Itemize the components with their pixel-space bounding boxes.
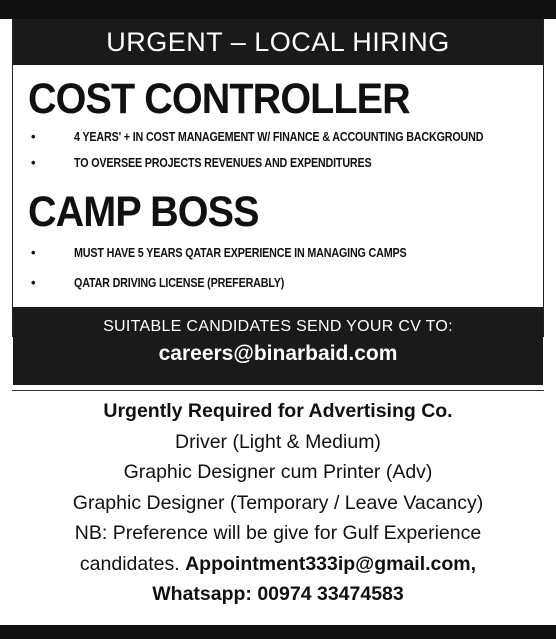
footer-instruction: SUITABLE CANDIDATES SEND YOUR CV TO: [103,318,453,335]
contact-email-link[interactable]: Appointment333ip@gmail.com, [185,552,477,575]
contact-line [12,549,544,580]
job-ad-advertising-co [12,396,544,610]
position-item: Graphic Designer (Temporary / Leave Vacancy) [72,491,484,514]
position-item: Graphic Designer cum Printer (Adv) [123,461,433,483]
requirement-text: QATAR DRIVING LICENSE (PREFERABLY) [74,276,285,290]
bottom-border-bar [0,625,556,639]
bullet-icon: • [31,275,36,290]
whatsapp-number[interactable]: Whatsapp: 00974 33474583 [152,583,404,605]
job-ad-binarbaid [12,19,544,365]
section-divider [12,390,544,391]
job-title-cost-controller: COST CONTROLLER [28,75,410,123]
preference-note: NB: Preference will be give for Gulf Experience [74,522,482,544]
position-item: Driver (Light & Medium) [175,430,381,453]
requirement-text: TO OVERSEE PROJECTS REVENUES AND EXPENDITURES [74,156,372,170]
requirement-text: 4 YEARS' + IN COST MANAGEMENT W/ FINANCE & ACCOUNTING BACKGROUND [74,130,484,144]
contact-email-link[interactable]: careers@binarbaid.com [158,342,398,365]
note-continuation: candidates. [79,552,180,575]
bullet-icon: • [31,129,36,144]
top-border-bar [0,0,556,19]
ad-footer-contact [13,307,543,385]
bullet-icon: • [31,155,36,170]
ad2-heading: Urgently Required for Advertising Co. [103,400,453,422]
requirement-text: MUST HAVE 5 YEARS QATAR EXPERIENCE IN MANAGING CAMPS [74,246,407,260]
job-title-camp-boss: CAMP BOSS [28,188,259,236]
bullet-icon: • [31,245,36,260]
ad-header-banner: URGENT – LOCAL HIRING [13,19,543,65]
